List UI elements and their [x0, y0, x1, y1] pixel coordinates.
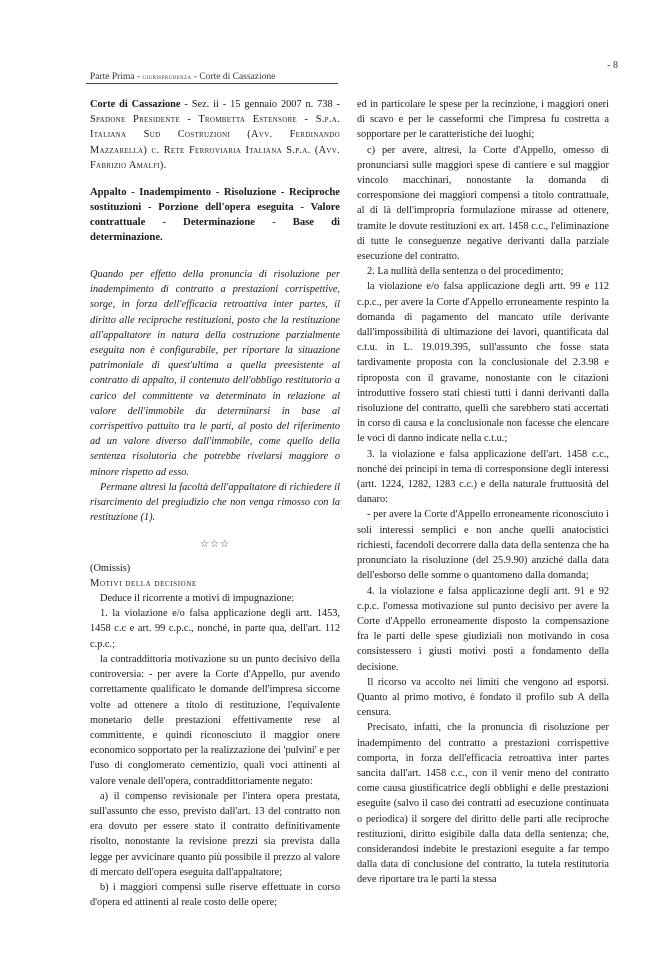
header-rule	[86, 83, 338, 84]
omissis-note: (Omissis)	[90, 562, 131, 574]
running-head	[90, 72, 330, 82]
body-paragraph: la violazione e/o falsa applicazione degli artt. 99 e 112 c.p.c., per avere la Corte d'Appello erroneamente respinto la domanda di pagamento del mancato utile derivante dall'impossibilità di ultimazione dei lavori, quantificata dal c.t.u. in L. 19.019.395, sull'assunto che fosse stata tardivamente proposta con la conclusionale del 2.3.98 e riproposta con il gravame, nonostante con le citazioni introduttive fossero stati chiesti tutti i danni derivanti dalla risoluzione del contratto, quelli che sarebbero stati accertati in corso di causa e la conclusionale non facesse che elencare le voci di danno indicate nella c.t.u.;	[357, 281, 609, 445]
right-column	[357, 97, 609, 888]
section-title: Motivi della decisione	[90, 577, 197, 589]
body-paragraph: Il ricorso va accolto nei limiti che vengono ad esporsi. Quanto al primo motivo, è fondato il profilo sub A della censura.	[357, 676, 609, 719]
running-head-court: - Corte di Cassazione	[191, 72, 276, 82]
running-head-category: giurisprudenza	[142, 72, 192, 81]
body-paragraph: la contraddittoria motivazione su un punto decisivo della controversia: - per avere la Corte d'Appello, pur avendo correttamente qualificato le domande dell'impresa siccome volte ad ottenere a titolo di restituzione, l'equivalente monetario delle prestazioni effettivamente rese al committente, e quindi riconosciuto il maggior onere economico sopportato per la realizzazione dei 'pulvini' e per l'uso di conglomerato cementizio, quali voci attinenti al valore venale dell'opera, contraddittoriamente negato:	[90, 653, 340, 787]
body-paragraph: ed in particolare le spese per la recinzione, i maggiori oneri di scavo e per le casseformi che l'impresa fu costretta a sopportare per le caratteristiche dei luoghi;	[357, 99, 609, 141]
body-paragraph: Deduce il ricorrente a motivi di impugnazione:	[100, 593, 295, 605]
body-paragraph: Precisato, infatti, che la pronuncia di risoluzione per inadempimento del contratto a prestazioni corrispettive comporta, in forza dell'efficacia retroattiva inter partes sancita dall'art. 1458 c.c., con il venir meno del contratto come causa giustificatrice degli obblighi e delle prestazioni eseguite (salvo il caso dei contratti ad esecuzione continuata o periodica) il sorgere del diritto delle parti alle reciproche restituzioni, diritto esigibile dalla data della sentenza; che, considerandosi indebite le prestazioni eseguite a far tempo dalla data di conclusione del contratto, la tutela restitutoria deve riportare tra le parti la stessa	[357, 722, 609, 886]
body-paragraph: c) per avere, altresì, la Corte d'Appello, omesso di pronunciarsi sulle maggiori spese di cantiere e sul maggior vincolo macchinari, nonostante la domanda di corresponsione dei maggiori compensi a titolo contrattuale, al di là dell'impropria formulazione mirasse ad ottenere, tramite le dovute restituzioni ex art. 1458 c.c., l'eliminazione di tutte le conseguenze negative derivanti dalla parziale esecuzione del contratto.	[357, 144, 609, 263]
court-name: Corte di Cassazione	[90, 99, 181, 110]
running-head-section: Parte Prima -	[90, 72, 143, 82]
case-subject: Appalto - Inadempimento - Risoluzione - Reciproche sostituzioni - Porzione dell'opera eseguita - Valore contrattuale - Determinazione - Base di determinazione.	[90, 187, 340, 244]
body-paragraph: b) i maggiori compensi sulle riserve effettuate in corso d'opera ed attinenti al reale costo delle opere;	[90, 881, 340, 909]
body-paragraph: - per avere la Corte d'Appello erroneamente riconosciuto i soli interessi semplici e non anche quelli anatocistici richiesti, facendoli decorrere dalla data della sentenza che ha pronunciato la risoluzione (del 25.9.90) anziché dalla data dell'esborso delle somme o quantomeno dalla domanda;	[357, 509, 609, 582]
case-date: - Sez. ii - 15 gennaio 2007 n. 738 -	[180, 99, 340, 110]
left-column	[90, 97, 340, 910]
body-paragraph: 1. la violazione e/o falsa applicazione degli artt. 1453, 1458 c.c e art. 99 c.p.c., nonché, in parte qua, dell'art. 112 c.p.c.;	[90, 608, 340, 650]
massima-paragraph-2: Permane altresì la facoltà dell'appaltatore di richiedere il risarcimento del pregiudizio che non venga rimosso con la restituzione (1).	[90, 481, 340, 524]
page-number: - 8	[607, 60, 618, 71]
massima-paragraph-1: Quando per effetto della pronuncia di risoluzione per inadempimento di contratto a prestazioni corrispettive, sorge, in forza dell'efficacia retroattiva inter partes, il diritto alle reciproche restituzioni, posto che la restituzione all'appaltatore in natura della costruzione parzialmente eseguita non è configurabile, per riportare la situazione patrimoniale di quest'ultima a quella preesistente al contratto di appalto, il contenuto dell'obbligo restitutorio a carico del committente va determinato in relazione al valore dell'immobile da determinarsi in base al corrispettivo pattuito tra le parti, al posto del riferimento ad un valore diverso dall'immobile, come quello della sentenza risolutoria che potrebbe rivelarsi maggiore o minore rispetto ad esso.	[90, 269, 340, 478]
case-citation	[90, 97, 340, 173]
body-paragraph: a) il compenso revisionale per l'intera opera prestata, sull'assunto che esso, previsto dall'art. 13 del contratto non era dovuto per essere stato il contratto definitivamente risolto, nonostante la revisione prezzi sia prevista dalla legge per avvicinare quanto più possibile il prezzo al valore di mercato dell'opera eseguita dall'appaltatore;	[90, 790, 340, 878]
case-parties: Spadone Presidente - Trombetta Estensore - S.p.a. Italiana Sud Costruzioni (Avv. Ferdinando Mazzarella) c. Rete Ferroviaria Italiana S.p.a. (Avv. Fabrizio Amalfi).	[90, 114, 340, 171]
section-ornament: ☆☆☆	[200, 539, 230, 551]
body-paragraph: 3. la violazione e falsa applicazione dell'art. 1458 c.c., nonché dei principi in tema di corresponsione degli interessi (artt. 1224, 1282, 1283 c.c.) e della naturale fruttuosità del danaro:	[357, 448, 609, 506]
body-paragraph: 4. la violazione e falsa applicazione degli artt. 91 e 92 c.p.c. l'omessa motivazione sul punto decisivo per avere la Corte d'Appello erroneamente disposto la compensazione fra le parti delle spese giudiziali non motivando in cosa consistessero i giusti motivi posti a fondamento della decisione.	[357, 585, 609, 673]
body-paragraph: 2. La nullità della sentenza o del procedimento;	[367, 266, 564, 278]
